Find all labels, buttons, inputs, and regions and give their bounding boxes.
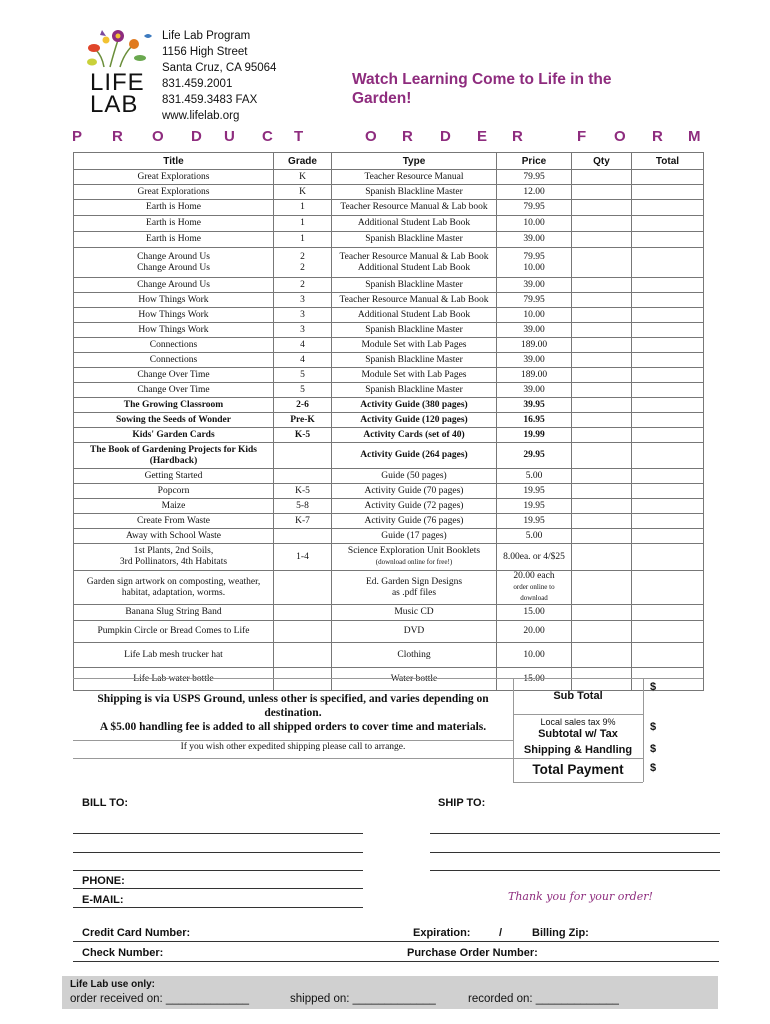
form-title-letter: R — [512, 128, 523, 145]
row-type: Water bottle — [332, 668, 497, 691]
address-line: Life Lab Program — [162, 30, 251, 42]
row-grade: 2 — [274, 278, 332, 293]
form-title-letter: O — [152, 128, 164, 145]
row-title: Life Lab mesh trucker hat — [74, 643, 274, 668]
row-price-note: order online to download — [513, 583, 555, 602]
table-row — [74, 338, 704, 353]
table-row — [74, 200, 704, 216]
bill-to-line[interactable] — [73, 852, 363, 853]
row-title: Banana Slug String Band — [74, 605, 274, 621]
table-row — [74, 428, 704, 443]
row-qty-input[interactable] — [572, 428, 632, 443]
row-total-field[interactable] — [632, 428, 704, 443]
row-type: Spanish Blackline Master — [332, 185, 497, 200]
credit-card-line[interactable] — [73, 941, 719, 942]
row-type: Spanish Blackline Master — [332, 353, 497, 368]
row-qty-input[interactable] — [572, 544, 632, 571]
form-title-letter: F — [577, 128, 587, 145]
row-title: Change Around Us — [74, 278, 274, 293]
bill-to-line[interactable] — [73, 870, 363, 871]
row-type: Activity Guide (380 pages) — [332, 398, 497, 413]
row-type-note: (download online for free!) — [375, 558, 453, 566]
shipping-note: If you wish other expedited shipping please call to arrange. — [180, 742, 406, 752]
row-grade — [274, 469, 332, 484]
subtotal-tax-field[interactable]: $ — [650, 721, 657, 733]
shipped-on-field[interactable]: shipped on: _____________ — [290, 993, 436, 1005]
row-grade: 5-8 — [274, 499, 332, 514]
divider — [513, 714, 643, 715]
row-title: The Growing Classroom — [74, 398, 274, 413]
row-grade: 2-6 — [274, 398, 332, 413]
shipping-line: destination. — [264, 707, 322, 719]
row-type: Spanish Blackline Master — [332, 278, 497, 293]
row-total-field[interactable] — [632, 621, 704, 643]
row-type: Activity Cards (set of 40) — [332, 428, 497, 443]
row-grade: 2 2 — [274, 248, 332, 278]
table-row — [74, 499, 704, 514]
bill-to-line[interactable] — [73, 833, 363, 834]
row-price: 79.95 — [497, 170, 572, 185]
row-title: Popcorn — [74, 484, 274, 499]
table-row — [74, 323, 704, 338]
row-title: Connections — [74, 338, 274, 353]
row-grade — [274, 621, 332, 643]
row-grade: 5 — [274, 383, 332, 398]
row-grade — [274, 443, 332, 469]
ship-to-label: SHIP TO: — [438, 797, 486, 809]
row-qty-input[interactable] — [572, 484, 632, 499]
row-grade: Pre-K — [274, 413, 332, 428]
table-row — [74, 621, 704, 643]
row-qty-input[interactable] — [572, 232, 632, 248]
row-type: Teacher Resource Manual & Lab book — [332, 200, 497, 216]
address-line: 1156 High Street — [162, 46, 248, 58]
row-price: 10.00 — [497, 216, 572, 232]
row-title: Change Over Time — [74, 368, 274, 383]
table-row — [74, 605, 704, 621]
row-price: 19.95 — [497, 514, 572, 529]
subtotal-label: Sub Total — [553, 690, 603, 702]
expiration-label: Expiration: — [413, 927, 471, 939]
address-line: 831.459.3483 FAX — [162, 94, 258, 106]
row-title: How Things Work — [74, 323, 274, 338]
ship-to-line[interactable] — [430, 833, 720, 834]
row-type: Additional Student Lab Book — [332, 216, 497, 232]
row-title: Change Over Time — [74, 383, 274, 398]
form-title-letter: R — [112, 128, 123, 145]
row-total-field[interactable] — [632, 383, 704, 398]
col-header-grade: Grade — [274, 153, 332, 170]
row-total-field[interactable] — [632, 413, 704, 428]
table-row — [74, 368, 704, 383]
row-qty-input[interactable] — [572, 368, 632, 383]
form-title-letter: O — [614, 128, 626, 145]
table-header-row — [74, 153, 704, 170]
row-title: Connections — [74, 353, 274, 368]
row-type: Module Set with Lab Pages — [332, 368, 497, 383]
total-payment-label: Total Payment — [532, 762, 624, 777]
form-title-letter: D — [440, 128, 451, 145]
row-title: Getting Started — [74, 469, 274, 484]
row-price: 79.95 — [497, 200, 572, 216]
row-type: Spanish Blackline Master — [332, 232, 497, 248]
row-price: 39.00 — [497, 383, 572, 398]
row-qty-input[interactable] — [572, 216, 632, 232]
row-title: Pumpkin Circle or Bread Comes to Life — [74, 621, 274, 643]
row-total-field[interactable] — [632, 293, 704, 308]
row-price: 29.95 — [497, 443, 572, 469]
row-qty-input[interactable] — [572, 668, 632, 691]
address-line: Santa Cruz, CA 95064 — [162, 62, 277, 74]
row-qty-input[interactable] — [572, 278, 632, 293]
row-total-field[interactable] — [632, 398, 704, 413]
tagline-line: Watch Learning Come to Life in the — [352, 71, 612, 88]
form-title-letter: M — [688, 128, 701, 145]
table-row — [74, 398, 704, 413]
phone-line[interactable] — [73, 888, 363, 889]
form-title-letter: E — [477, 128, 488, 145]
row-title: Maize — [74, 499, 274, 514]
row-title: Create From Waste — [74, 514, 274, 529]
expiration-separator: / — [499, 927, 503, 939]
row-type-text: Science Exploration Unit Booklets — [347, 546, 481, 556]
row-title: Garden sign artwork on composting, weather, habitat, adaptation, worms. — [74, 571, 274, 605]
row-type: Ed. Garden Sign Designs as .pdf files — [332, 571, 497, 605]
row-grade: K-5 — [274, 484, 332, 499]
address-block — [162, 28, 276, 124]
row-title: Kids' Garden Cards — [74, 428, 274, 443]
row-type: Teacher Resource Manual & Lab Book Additional Student Lab Book — [332, 248, 497, 278]
form-title-letter: T — [294, 128, 304, 145]
row-qty-input[interactable] — [572, 293, 632, 308]
row-total-field[interactable] — [632, 499, 704, 514]
row-total-field[interactable] — [632, 443, 704, 469]
row-type: Activity Guide (120 pages) — [332, 413, 497, 428]
order-table-body — [74, 170, 704, 691]
row-title: 1st Plants, 2nd Soils, 3rd Pollinators, 4th Habitats — [74, 544, 274, 571]
recorded-on-field[interactable]: recorded on: _____________ — [468, 993, 619, 1005]
table-row — [74, 353, 704, 368]
row-grade — [274, 571, 332, 605]
subtotal-field[interactable]: $ — [650, 681, 657, 693]
row-price: 19.95 — [497, 484, 572, 499]
row-price: 15.00 — [497, 605, 572, 621]
row-qty-input[interactable] — [572, 383, 632, 398]
shipping-handling-label: Shipping & Handling — [523, 744, 633, 756]
row-grade: K — [274, 185, 332, 200]
form-title-letter: R — [402, 128, 413, 145]
row-title: Great Explorations — [74, 185, 274, 200]
row-type: Activity Guide (72 pages) — [332, 499, 497, 514]
row-type: Clothing — [332, 643, 497, 668]
table-row — [74, 571, 704, 605]
row-qty-input[interactable] — [572, 248, 632, 278]
table-row — [74, 643, 704, 668]
row-total-field[interactable] — [632, 248, 704, 278]
order-received-field[interactable]: order received on: _____________ — [70, 993, 250, 1005]
row-qty-input[interactable] — [572, 621, 632, 643]
row-grade: 1 — [274, 200, 332, 216]
row-total-field[interactable] — [632, 278, 704, 293]
row-total-field[interactable] — [632, 232, 704, 248]
row-grade: 3 — [274, 308, 332, 323]
row-type: Teacher Resource Manual — [332, 170, 497, 185]
row-total-field[interactable] — [632, 544, 704, 571]
form-title-letter: C — [262, 128, 273, 145]
row-total-field[interactable] — [632, 571, 704, 605]
subtotal-with-tax-label: Subtotal w/ Tax — [538, 728, 618, 740]
row-grade: 1 — [274, 216, 332, 232]
row-price: 8.00ea. or 4/$25 — [497, 544, 572, 571]
tagline — [352, 70, 652, 108]
row-type: Spanish Blackline Master — [332, 383, 497, 398]
row-grade: 1-4 — [274, 544, 332, 571]
col-header-total: Total — [632, 153, 704, 170]
shipping-line: Shipping is via USPS Ground, unless other is specified, and varies depending on — [97, 693, 489, 705]
row-qty-input[interactable] — [572, 200, 632, 216]
divider — [73, 740, 513, 741]
row-total-field[interactable] — [632, 200, 704, 216]
row-price-text: 20.00 each — [513, 571, 555, 581]
form-title-letter: O — [365, 128, 377, 145]
row-qty-input[interactable] — [572, 353, 632, 368]
thank-you-note: Thank you for your order! — [508, 890, 653, 903]
credit-card-label: Credit Card Number: — [82, 927, 191, 939]
row-qty-input[interactable] — [572, 338, 632, 353]
row-grade: K-7 — [274, 514, 332, 529]
table-row — [74, 248, 704, 278]
row-total-field[interactable] — [632, 353, 704, 368]
row-price: 79.95 10.00 — [497, 248, 572, 278]
row-grade: 3 — [274, 293, 332, 308]
row-grade: 1 — [274, 232, 332, 248]
divider — [643, 678, 644, 782]
order-table — [73, 152, 704, 691]
table-row — [74, 469, 704, 484]
row-grade: 4 — [274, 338, 332, 353]
row-grade: 5 — [274, 368, 332, 383]
table-row — [74, 232, 704, 248]
row-price: 189.00 — [497, 368, 572, 383]
row-type: DVD — [332, 621, 497, 643]
row-price: 39.00 — [497, 278, 572, 293]
row-qty-input[interactable] — [572, 323, 632, 338]
row-price: 5.00 — [497, 529, 572, 544]
local-tax-label: Local sales tax 9% — [540, 717, 616, 727]
row-total-field[interactable] — [632, 529, 704, 544]
row-qty-input[interactable] — [572, 514, 632, 529]
row-qty-input[interactable] — [572, 413, 632, 428]
row-qty-input[interactable] — [572, 571, 632, 605]
row-price: 39.00 — [497, 232, 572, 248]
table-row — [74, 544, 704, 571]
bill-to-label: BILL TO: — [82, 797, 129, 809]
table-row — [74, 216, 704, 232]
email-label: E-MAIL: — [82, 894, 124, 906]
row-total-field[interactable] — [632, 484, 704, 499]
row-type: Activity Guide (70 pages) — [332, 484, 497, 499]
row-total-field[interactable] — [632, 170, 704, 185]
row-title: Great Explorations — [74, 170, 274, 185]
row-type: Spanish Blackline Master — [332, 323, 497, 338]
email-line[interactable] — [73, 907, 363, 908]
row-total-field[interactable] — [632, 605, 704, 621]
table-row — [74, 443, 704, 469]
row-type: Additional Student Lab Book — [332, 308, 497, 323]
row-grade — [274, 529, 332, 544]
row-price: 19.95 — [497, 499, 572, 514]
row-total-field[interactable] — [632, 323, 704, 338]
row-price: 15.00 — [497, 668, 572, 691]
row-title: Change Around Us Change Around Us — [74, 248, 274, 278]
billing-zip-label: Billing Zip: — [532, 927, 589, 939]
row-title: How Things Work — [74, 293, 274, 308]
form-title-letter: R — [652, 128, 663, 145]
total-payment-field[interactable]: $ — [650, 762, 657, 774]
phone-label: PHONE: — [82, 875, 125, 887]
row-price: 189.00 — [497, 338, 572, 353]
row-total-field[interactable] — [632, 338, 704, 353]
row-price: 19.99 — [497, 428, 572, 443]
row-qty-input[interactable] — [572, 185, 632, 200]
row-type: Module Set with Lab Pages — [332, 338, 497, 353]
row-total-field[interactable] — [632, 368, 704, 383]
check-number-label: Check Number: — [82, 947, 164, 959]
row-price: 39.00 — [497, 353, 572, 368]
row-grade — [274, 605, 332, 621]
row-price: 5.00 — [497, 469, 572, 484]
row-title: Life Lab water bottle — [74, 668, 274, 691]
row-type: Teacher Resource Manual & Lab Book — [332, 293, 497, 308]
table-row — [74, 278, 704, 293]
row-price: 20.00 — [497, 621, 572, 643]
row-total-field[interactable] — [632, 185, 704, 200]
row-price: 39.00 — [497, 323, 572, 338]
row-price: 39.95 — [497, 398, 572, 413]
table-row — [74, 514, 704, 529]
col-header-type: Type — [332, 153, 497, 170]
logo-text: LIFE LAB — [90, 69, 145, 118]
form-title-letter: U — [224, 128, 235, 145]
row-qty-input[interactable] — [572, 308, 632, 323]
form-title-letter: D — [191, 128, 202, 145]
row-title: The Book of Gardening Projects for Kids (Hardback) — [74, 443, 274, 469]
row-title: Earth is Home — [74, 200, 274, 216]
row-total-field[interactable] — [632, 216, 704, 232]
row-title: Earth is Home — [74, 232, 274, 248]
row-qty-input[interactable] — [572, 529, 632, 544]
col-header-price: Price — [497, 153, 572, 170]
row-grade: K-5 — [274, 428, 332, 443]
form-title — [72, 128, 708, 148]
row-total-field[interactable] — [632, 643, 704, 668]
row-total-field[interactable] — [632, 469, 704, 484]
ship-to-line[interactable] — [430, 870, 720, 871]
address-line: 831.459.2001 — [162, 78, 233, 90]
row-type: Guide (50 pages) — [332, 469, 497, 484]
row-type: Activity Guide (76 pages) — [332, 514, 497, 529]
divider — [73, 758, 643, 759]
row-type: Activity Guide (264 pages) — [332, 443, 497, 469]
row-title: Away with School Waste — [74, 529, 274, 544]
shipping-info — [73, 678, 513, 740]
row-grade — [274, 643, 332, 668]
row-qty-input[interactable] — [572, 170, 632, 185]
purchase-order-label: Purchase Order Number: — [407, 947, 538, 959]
row-title: Sowing the Seeds of Wonder — [74, 413, 274, 428]
row-price: 10.00 — [497, 308, 572, 323]
row-qty-input[interactable] — [572, 398, 632, 413]
shipping-field[interactable]: $ — [650, 743, 657, 755]
row-title: Earth is Home — [74, 216, 274, 232]
row-qty-input[interactable] — [572, 605, 632, 621]
website-link[interactable]: www.lifelab.org — [162, 110, 240, 122]
col-header-qty: Qty — [572, 153, 632, 170]
table-row — [74, 170, 704, 185]
table-row — [74, 293, 704, 308]
row-total-field[interactable] — [632, 308, 704, 323]
shipping-line: A $5.00 handling fee is added to all shipped orders to cover time and materials. — [99, 721, 487, 733]
row-price: 12.00 — [497, 185, 572, 200]
row-type — [332, 544, 497, 571]
row-qty-input[interactable] — [572, 499, 632, 514]
row-type: Music CD — [332, 605, 497, 621]
row-price: 79.95 — [497, 293, 572, 308]
tagline-line: Garden! — [352, 90, 412, 107]
table-row — [74, 383, 704, 398]
table-row — [74, 308, 704, 323]
office-use-title: Life Lab use only: — [70, 979, 156, 990]
divider — [73, 678, 703, 679]
check-number-line[interactable] — [73, 961, 719, 962]
table-row — [74, 185, 704, 200]
col-header-title: Title — [74, 153, 274, 170]
divider — [513, 782, 643, 783]
row-qty-input[interactable] — [572, 643, 632, 668]
row-price: 16.95 — [497, 413, 572, 428]
table-row — [74, 529, 704, 544]
table-row — [74, 484, 704, 499]
row-grade: 4 — [274, 353, 332, 368]
row-price: 10.00 — [497, 643, 572, 668]
row-grade: K — [274, 170, 332, 185]
row-total-field[interactable] — [632, 514, 704, 529]
form-title-letter: P — [72, 128, 83, 145]
row-grade: 3 — [274, 323, 332, 338]
row-price — [497, 571, 572, 605]
row-qty-input[interactable] — [572, 469, 632, 484]
row-qty-input[interactable] — [572, 443, 632, 469]
ship-to-line[interactable] — [430, 852, 720, 853]
row-type: Guide (17 pages) — [332, 529, 497, 544]
table-row — [74, 413, 704, 428]
row-title: How Things Work — [74, 308, 274, 323]
